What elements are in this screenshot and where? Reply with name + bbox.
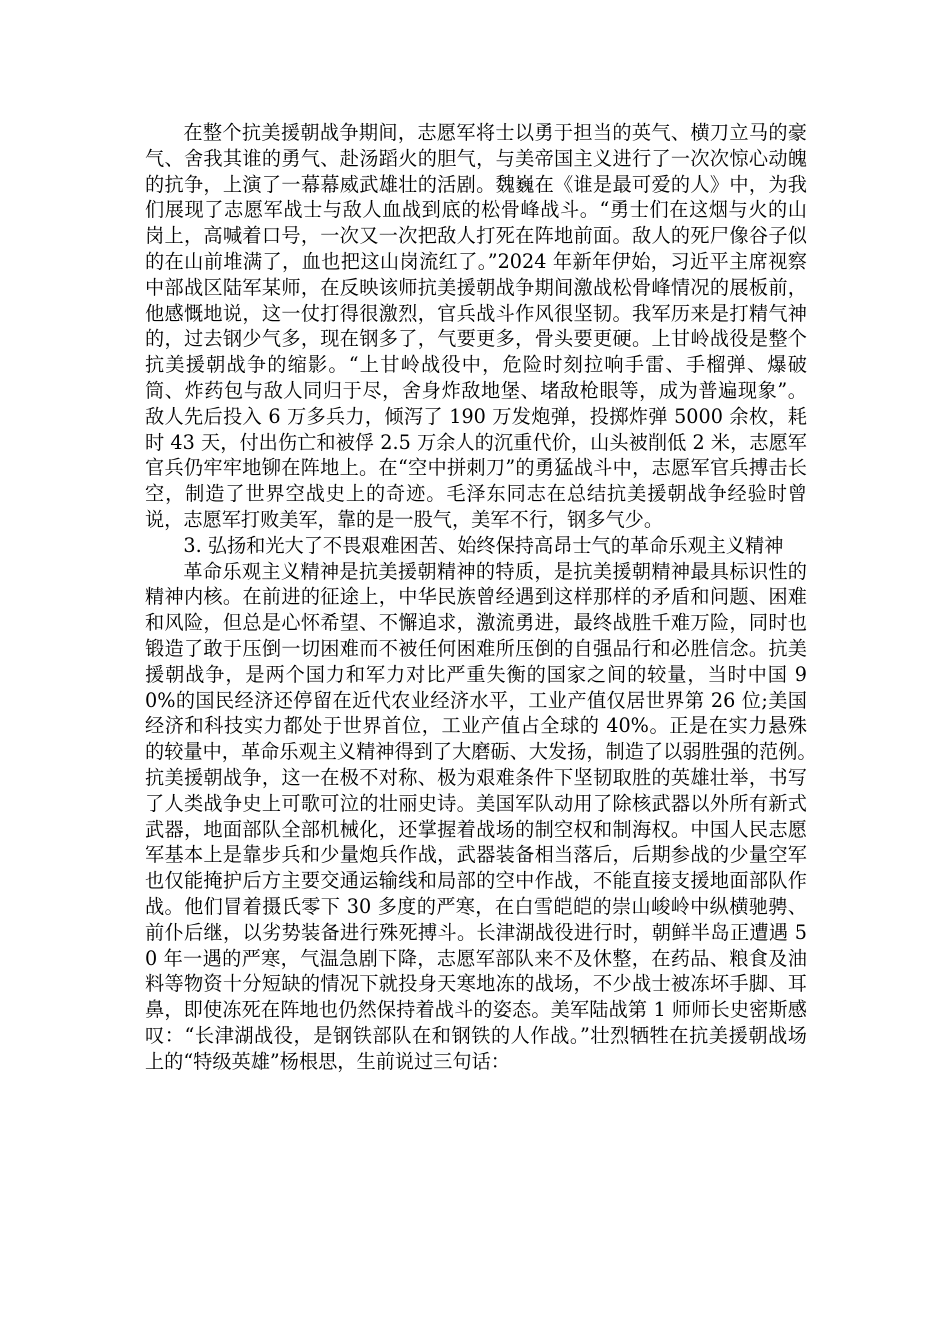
document-page bbox=[145, 120, 846, 1320]
section-heading: 3. 弘扬和光大了不畏艰难困苦、始终保持高昂士气的革命乐观主义精神 bbox=[183, 533, 784, 557]
body-paragraph: 革命乐观主义精神是抗美援朝精神的特质，是抗美援朝精神最具标识性的精神内核。在前进的征途上，中华民族曾经遇到这样那样的矛盾和问题、困难和风险，但总是心怀希望、不懈追求，激流勇进，最终战胜千难万险，同时也锻造了敢于压倒一切困难而不被任何困难所压倒的自强品行和必胜信念。抗美援朝战争，是两个国力和军力对比严重失衡的国家之间的较量，当时中国 90%的国民经济还停留在近代农业经济水平，工业产值仅居世界第 26 位;美国经济和科技实力都处于世界首位，工业产值占全球的 40%。正是在实力悬殊的较量中，革命乐观主义精神得到了大磨砺、大发扬，制造了以弱胜强的范例。 抗美援朝战争，这一在极不对称、极为艰难条件下坚韧取胜的英雄壮举，书写了人类战争史上可歌可泣的壮丽史诗。美国军队动用了除核武器以外所有新式武器，地面部队全部机械化，还掌握着战场的制空权和制海权。中国人民志愿军基本上是靠步兵和少量炮兵作战，武器装备相当落后，后期参战的少量空军也仅能掩护后方主要交通运输线和局部的空中作战，不能直接支援地面部队作战。他们冒着摄氏零下 30 多度的严寒，在白雪皑皑的崇山峻岭中纵横驰骋、前仆后继，以劣势装备进行殊死搏斗。长津湖战役进行时，朝鲜半岛正遭遇 50 年一遇的严寒，气温急剧下降，志愿军部队来不及休整，在药品、粮食及油料等物资十分短缺的情况下就投身天寒地冻的战场，不少战士被冻坏手脚、耳鼻，即使冻死在阵地也仍然保持着战斗的姿态。美军陆战第 1 师师长史密斯感叹：“长津湖战役，是钢铁部队在和钢铁的人作战。”壮烈牺牲在抗美援朝战场上的“特级英雄”杨根思，生前说过三句话： bbox=[145, 559, 846, 1073]
body-paragraph: 在整个抗美援朝战争期间，志愿军将士以勇于担当的英气、横刀立马的豪气、舍我其谁的勇气、赴汤蹈火的胆气，与美帝国主义进行了一次次惊心动魄的抗争，上演了一幕幕威武雄壮的活剧。魏巍在《谁是最可爱的人》中，为我们展现了志愿军战士与敌人血战到底的松骨峰战斗。“勇士们在这烟与火的山岗上，高喊着口号，一次又一次把敌人打死在阵地前面。敌人的死尸像谷子似的在山前堆满了，血也把这山岗流红了。”2024 年新年伊始，习近平主席视察中部战区陆军某师，在反映该师抗美援朝战争期间激战松骨峰情况的展板前，他感慨地说，这一仗打得很激烈，官兵战斗作风很坚韧。我军历来是打精气神的，过去钢少气多，现在钢多了，气要更多，骨头要更硬。上甘岭战役是整个抗美援朝战争的缩影。“上甘岭战役中，危险时刻拉响手雷、手榴弹、爆破筒、炸药包与敌人同归于尽，舍身炸敌地堡、堵敌枪眼等，成为普遍现象”。敌人先后投入 6 万多兵力，倾泻了 190 万发炮弹，投掷炸弹 5000 余枚，耗时 43 天，付出伤亡和被俘 2.5 万余人的沉重代价，山头被削低 2 米，志愿军官兵仍牢牢地铆在阵地上。在“空中拼刺刀”的勇猛战斗中，志愿军官兵搏击长空，制造了世界空战史上的奇迹。毛泽东同志在总结抗美援朝战争经验时曾说，志愿军打败美军，靠的是一股气，美军不行，钢多气少。 bbox=[145, 121, 807, 531]
